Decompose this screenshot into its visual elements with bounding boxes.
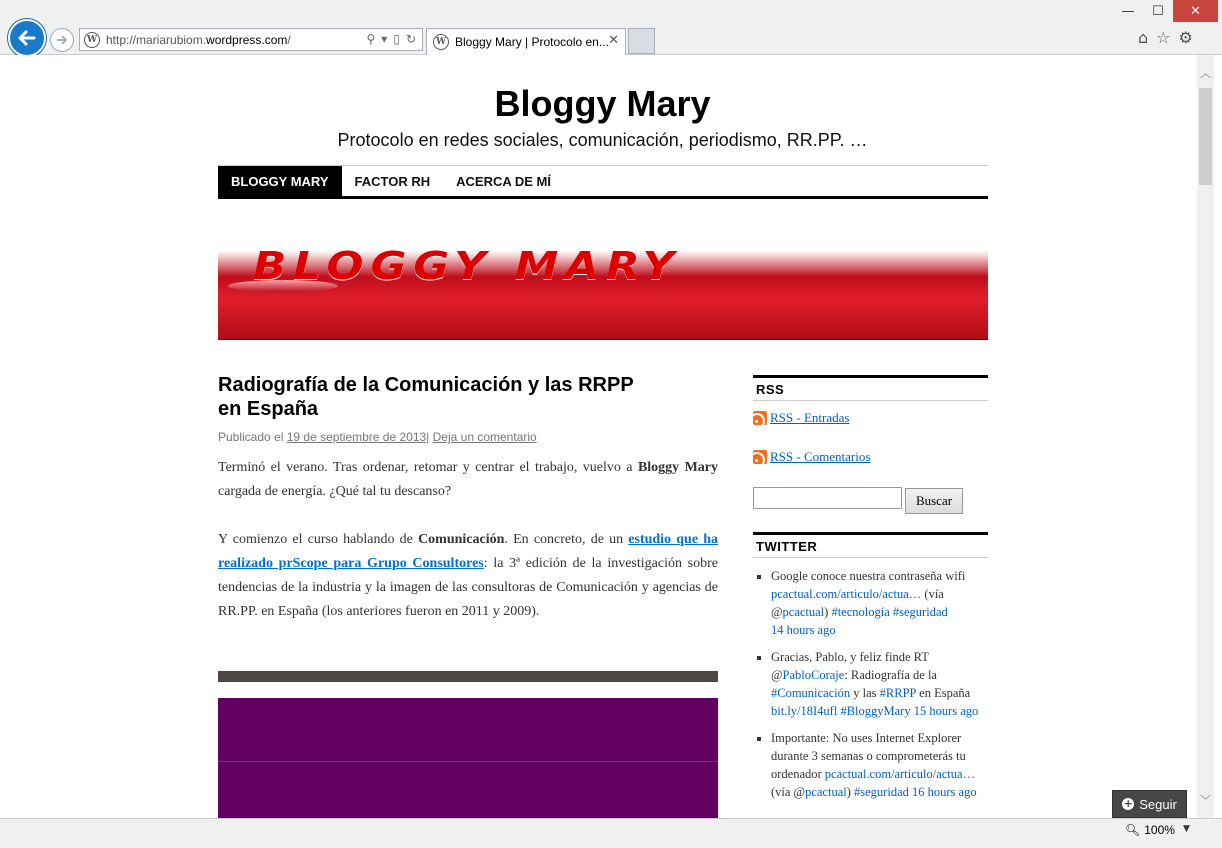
post-paragraph: Terminó el verano. Tras ordenar, retomar y centrar el trabajo, vuelvo a Bloggy Mary cargada de energía. ¿Qué tal tu descanso? [218, 460, 719, 499]
tweet-item: ▪ Importante: No uses Internet Explorer durante 3 semanas o comprometerás tu ordenador pcactual.com/articulo/actua… (vía @pcactual) #seguridad 16 hours ago [771, 729, 993, 801]
forward-button[interactable] [50, 28, 74, 52]
scroll-down-icon[interactable]: ﹀ [1200, 794, 1211, 807]
post-title[interactable]: Radiografía de la Comunicación y las RRPP en España [218, 374, 634, 420]
new-tab-button[interactable] [628, 28, 655, 54]
wordpress-favicon-icon: W [433, 34, 449, 50]
post-image [218, 698, 718, 818]
post-meta-prefix: Publicado el [218, 430, 284, 444]
rss-entries-item [753, 410, 849, 426]
tweet-list [771, 567, 993, 810]
zoom-control[interactable] [1125, 823, 1175, 837]
minimize-button[interactable]: — [1121, 3, 1135, 19]
header-banner [218, 250, 988, 340]
browser-chrome [0, 0, 1222, 55]
back-button[interactable] [8, 19, 46, 57]
search-icon[interactable]: ⚲ [366, 32, 376, 46]
wordpress-favicon-icon: W [84, 32, 100, 48]
tweet-hashtags[interactable]: #tecnología #seguridad [831, 605, 948, 619]
rss-comments-item [753, 449, 870, 465]
status-bar [0, 818, 1222, 848]
home-icon[interactable]: ⌂ [1138, 28, 1149, 47]
tweet-link[interactable]: bit.ly/18I4ufl [771, 704, 838, 718]
zoom-level: 100% [1144, 823, 1175, 837]
scroll-thumb[interactable] [1199, 88, 1212, 185]
follow-button[interactable] [1112, 790, 1187, 818]
search-input[interactable] [753, 487, 902, 509]
main-menu [218, 165, 988, 199]
post-date-link[interactable]: 19 de septiembre de 2013 [286, 430, 427, 444]
tweet-link[interactable]: pcactual.com/articulo/actua… [771, 587, 922, 601]
zoom-icon: 🔍︎ [1125, 823, 1141, 837]
tweet-user-link[interactable]: pcactual [782, 605, 825, 619]
compat-view-icon[interactable]: ▯ [393, 32, 400, 46]
post-meta-separator: | [426, 430, 430, 444]
post-image-top-bar [218, 671, 718, 682]
tweet-time-link[interactable]: 14 hours ago [771, 623, 836, 637]
search-button[interactable]: Buscar [905, 488, 963, 514]
tweet-hashtag[interactable]: #Comunicación [771, 686, 851, 700]
tweet-user-link[interactable]: PabloCoraje [782, 668, 845, 682]
forward-arrow-icon [55, 33, 69, 47]
tweet-time-link[interactable]: 15 hours ago [910, 704, 979, 718]
page-viewport [8, 55, 1197, 818]
tweet-hashtag[interactable]: #RRPP [879, 686, 917, 700]
vertical-scrollbar[interactable] [1197, 55, 1214, 818]
post-meta [218, 430, 537, 444]
rss-icon[interactable] [753, 411, 767, 425]
tweet-item: ▪ Google conoce nuestra contraseña wifi pcactual.com/articulo/actua… (vía @pcactual) #tecnología #seguridad 14 hours ago [771, 567, 993, 639]
rss-icon[interactable] [753, 450, 767, 464]
address-bar[interactable] [79, 28, 423, 51]
close-tab-icon[interactable]: ✕ [608, 33, 619, 48]
maximize-button[interactable]: ☐ [1152, 3, 1164, 19]
tab-title: Bloggy Mary | Protocolo en... [455, 35, 609, 49]
follow-label: Seguir [1139, 796, 1177, 812]
rss-entries-link[interactable]: RSS - Entradas [770, 410, 850, 425]
star-icon[interactable]: ☆ [1156, 28, 1171, 47]
zoom-dropdown-icon[interactable]: ▼ [1183, 824, 1190, 834]
tweet-hashtag[interactable]: #seguridad [854, 785, 909, 799]
tweet-item: ▪ Gracias, Pablo, y feliz finde RT @PabloCoraje: Radiografía de la #Comunicación y las #RRPP en España bit.ly/18I4ufl #BloggyMary 15 hours ago [771, 648, 993, 720]
post-paragraph: Y comienzo el curso hablando de Comunicación. En concreto, de un estudio que ha realizado prScope para Grupo Consultores: la 3ª edición de la investigación sobre tendencias de la industria y la imagen de las consultoras de Comunicación y agencias de RR.PP. en España (los anteriores fueron en 2011 y 2009). [218, 532, 719, 619]
tweet-link[interactable]: pcactual.com/articulo/actua… [824, 767, 976, 781]
menu-item-bloggy-mary[interactable]: BLOGGY MARY [218, 166, 342, 196]
tweet-hashtag[interactable]: #BloggyMary [837, 704, 911, 718]
tweet-time-link[interactable]: 16 hours ago [908, 785, 977, 799]
browser-tab[interactable] [426, 28, 626, 55]
leave-comment-link[interactable]: Deja un comentario [432, 430, 537, 444]
site-title[interactable]: Bloggy Mary [494, 83, 711, 124]
plus-icon: + [1123, 797, 1133, 810]
tweet-user-link[interactable]: pcactual [805, 785, 847, 799]
study-link[interactable]: estudio que ha realizado prScope para Grupo Consultores [218, 532, 719, 571]
back-arrow-icon [16, 27, 38, 49]
rss-widget-title: RSS [753, 375, 988, 401]
scroll-up-icon[interactable]: ︿ [1200, 67, 1211, 80]
close-window-button[interactable]: ✕ [1173, 0, 1218, 22]
url-text[interactable]: http://mariarubiom.wordpress.com/ [106, 32, 291, 47]
site-description: Protocolo en redes sociales, comunicación, periodismo, RR.PP. … [337, 130, 868, 150]
twitter-widget-title: TWITTER [753, 532, 988, 558]
rss-comments-link[interactable]: RSS - Comentarios [770, 449, 871, 464]
menu-item-factor-rh[interactable]: FACTOR RH [354, 173, 431, 189]
menu-item-acerca-de-mi[interactable]: ACERCA DE MÍ [456, 173, 551, 189]
gear-icon[interactable]: ⚙ [1178, 28, 1193, 47]
banner-text: BLOGGY MARY [253, 250, 682, 288]
dropdown-icon[interactable]: ▾ [381, 32, 388, 46]
refresh-icon[interactable]: ↻ [405, 32, 416, 46]
